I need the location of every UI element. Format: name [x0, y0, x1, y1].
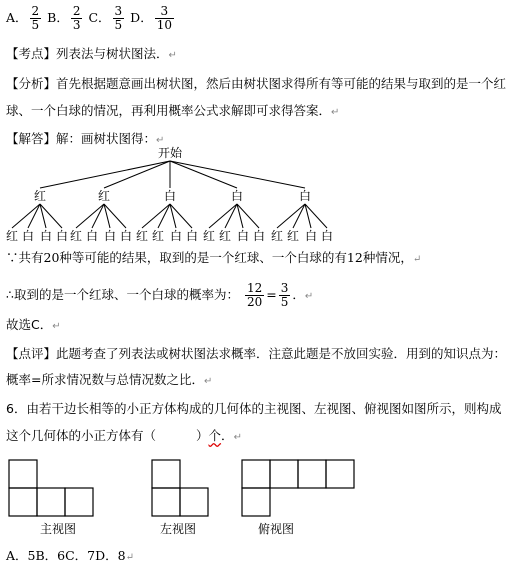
options-row-top	[6, 5, 176, 32]
paragraph-mark-icon: ↵	[304, 291, 314, 302]
left-view-square	[152, 488, 180, 516]
paragraph-mark-icon: ↵	[156, 135, 165, 146]
tree-leaf-node: 白	[39, 229, 53, 243]
left-view-square	[180, 488, 208, 516]
tree-leaf-node: 白	[21, 229, 35, 243]
tree-branch-line	[28, 204, 40, 228]
tree-level1-node: 白	[298, 189, 312, 203]
tree-leaf-node: 红	[202, 229, 216, 243]
answers-line: A．5B．6C．7D．8↵	[6, 548, 135, 563]
fenxi-line-2: 球、一个白球的情况，再利用概率公式求解即可求得答案．↵	[6, 103, 340, 118]
tree-level1-node: 白	[230, 189, 244, 203]
tree-leaf-node: 红	[270, 229, 284, 243]
tree-branch-line	[170, 161, 305, 188]
option-c-fraction: $\frac{3}{5}$	[114, 4, 123, 32]
top-view-label: 俯视图	[258, 522, 295, 536]
jieda-line: 【解答】解：画树状图得：↵	[6, 131, 165, 146]
top-view-square	[242, 488, 270, 516]
pingping-line-1: 【点评】此题考查了列表法或树状图法求概率．注意此题是不放回实验．用到的知识点为：	[6, 346, 507, 361]
paragraph-mark-icon: ↵	[233, 432, 242, 443]
tree-level1-node: 红	[97, 189, 111, 203]
tree-branch-line	[277, 204, 305, 228]
paragraph-mark-icon: ↵	[331, 107, 340, 118]
option-a-fraction: $\frac{2}{5}$	[31, 4, 40, 32]
answer-choice-line: 故选C．↵	[6, 317, 61, 332]
question-6-line-1: 6．由若干边长相等的小正方体构成的几何体的主视图、左视图、俯视图如图所示，则构成	[6, 401, 502, 416]
tree-leaf-node: 红	[135, 229, 149, 243]
option-b-letter: B．	[47, 10, 69, 25]
front-view-square	[9, 460, 37, 488]
tree-branch-line	[92, 204, 104, 228]
tree-leaf-node: 红	[69, 229, 83, 243]
tree-leaf-node: 红	[286, 229, 300, 243]
tree-branch-line	[142, 204, 170, 228]
option-c-letter: C．	[88, 10, 111, 25]
top-view-square	[242, 460, 270, 488]
tree-leaf-node: 白	[304, 229, 318, 243]
tree-branch-line	[158, 204, 170, 228]
tree-leaf-node: 白	[55, 229, 69, 243]
front-view-label: 主视图	[40, 522, 77, 536]
spellcheck-underlined-word: 个	[208, 428, 222, 443]
tree-leaf-node: 红	[218, 229, 232, 243]
tree-branch-line	[209, 204, 237, 228]
option-d-letter: D．	[130, 10, 153, 25]
question-6-line-2: 这个几何体的小正方体有（ ）个．↵	[6, 428, 242, 443]
pingping-line-2: 概率=所求情况数与总情况数之比．↵	[6, 372, 213, 387]
tree-branch-line	[170, 161, 237, 188]
front-view-square	[9, 488, 37, 516]
result-line: ∵共有20种等可能的结果，取到的是一个红球、一个白球的有12种情况，↵	[6, 250, 422, 265]
tree-leaf-node: 白	[185, 229, 199, 243]
tree-leaf-node: 白	[236, 229, 250, 243]
tree-branch-line	[12, 204, 40, 228]
paragraph-mark-icon: ↵	[168, 50, 177, 61]
option-d-fraction: $\frac{3}{10}$	[156, 4, 172, 32]
tree-leaf-node: 白	[169, 229, 183, 243]
tree-leaf-node: 白	[85, 229, 99, 243]
left-view-square	[152, 460, 180, 488]
tree-branch-line	[40, 161, 170, 188]
tree-leaf-node: 白	[103, 229, 117, 243]
probability-fraction-3-5: $\frac{3}{5}$	[280, 281, 289, 309]
tree-leaf-node: 白	[252, 229, 266, 243]
top-view-square	[270, 460, 298, 488]
top-view-square	[298, 460, 326, 488]
tree-branch-line	[293, 204, 305, 228]
paragraph-mark-icon: ↵	[52, 321, 61, 332]
top-view-square	[326, 460, 354, 488]
three-views-figure	[0, 452, 360, 542]
tree-level1-node: 白	[163, 189, 177, 203]
tree-diagram	[0, 145, 334, 250]
fenxi-line-1: 【分析】首先根据题意画出树状图，然后由树状图求得所有等可能的结果与取到的是一个红	[6, 76, 507, 91]
tree-branch-line	[225, 204, 237, 228]
probability-line: ∴取到的是一个红球、一个白球的概率为： $\frac{12}{20}$ = $\frac{3}{5}$ ．↵	[6, 281, 314, 309]
paragraph-mark-icon: ↵	[203, 376, 213, 387]
tree-level1-node: 红	[33, 189, 47, 203]
tree-leaf-node: 白	[119, 229, 133, 243]
tree-leaf-node: 红	[151, 229, 165, 243]
kaodian-line: 【考点】列表法与树状图法．↵	[6, 46, 177, 61]
left-view-label: 左视图	[160, 522, 197, 536]
probability-fraction-12-20: $\frac{12}{20}$	[246, 281, 263, 309]
front-view-square	[37, 488, 65, 516]
tree-root-label: 开始	[157, 146, 183, 160]
option-b-fraction: $\frac{2}{3}$	[72, 4, 81, 32]
front-view-square	[65, 488, 93, 516]
paragraph-mark-icon: ↵	[125, 552, 135, 563]
tree-leaf-node: 红	[5, 229, 19, 243]
tree-leaf-node: 白	[320, 229, 334, 243]
tree-branch-line	[76, 204, 104, 228]
tree-branch-line	[104, 161, 170, 188]
option-a-letter: A．	[6, 10, 28, 25]
paragraph-mark-icon: ↵	[412, 254, 422, 265]
